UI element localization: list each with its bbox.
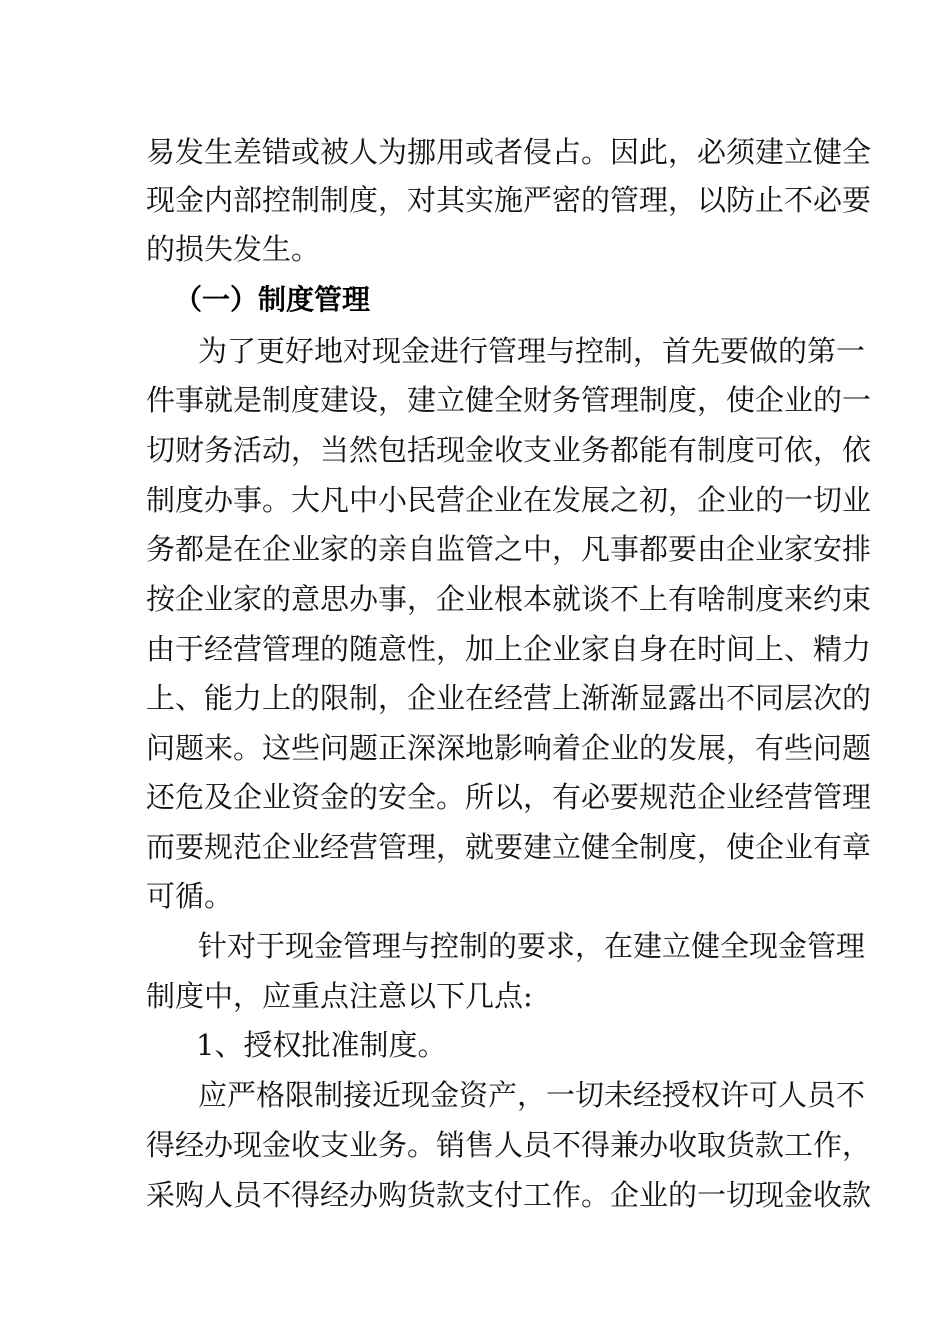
text-line: 问题来。这些问题正深深地影响着企业的发展，有些问题 <box>146 731 872 765</box>
text-line: 制度办事。大凡中小民营企业在发展之初，企业的一切业 <box>146 483 872 517</box>
text-line: 可循。 <box>146 879 234 913</box>
text-line: 得经办现金收支业务。销售人员不得兼办收取货款工作， <box>146 1128 872 1162</box>
text-line: 上、能力上的限制，企业在经营上渐渐显露出不同层次的 <box>146 681 872 715</box>
text-line: 件事就是制度建设，建立健全财务管理制度，使企业的一 <box>146 383 872 417</box>
text-line: 为了更好地对现金进行管理与控制，首先要做的第一 <box>198 334 866 368</box>
text-line: 而要规范企业经营管理，就要建立健全制度，使企业有章 <box>146 830 872 864</box>
text-line: 由于经营管理的随意性，加上企业家自身在时间上、精力 <box>146 632 872 666</box>
text-line: 务都是在企业家的亲自监管之中，凡事都要由企业家安排 <box>146 532 872 566</box>
list-item-title: 1、授权批准制度。 <box>196 1028 447 1062</box>
section-heading: （一）制度管理 <box>174 283 371 316</box>
text-line: 还危及企业资金的安全。所以，有必要规范企业经营管理 <box>146 780 872 814</box>
text-line: 应严格限制接近现金资产，一切未经授权许可人员不 <box>198 1078 866 1112</box>
text-line: 切财务活动，当然包括现金收支业务都能有制度可依，依 <box>146 433 872 467</box>
text-line: 按企业家的意思办事，企业根本就谈不上有啥制度来约束 <box>146 582 872 616</box>
text-line: 针对于现金管理与控制的要求，在建立健全现金管理 <box>198 929 866 963</box>
text-line: 现金内部控制制度，对其实施严密的管理，以防止不必要 <box>146 183 872 217</box>
text-line: 采购人员不得经办购货款支付工作。企业的一切现金收款 <box>146 1178 872 1212</box>
text-line: 制度中，应重点注意以下几点: <box>146 979 533 1013</box>
text-line: 易发生差错或被人为挪用或者侵占。因此，必须建立健全 <box>146 135 872 169</box>
text-line: 的损失发生。 <box>146 232 321 266</box>
